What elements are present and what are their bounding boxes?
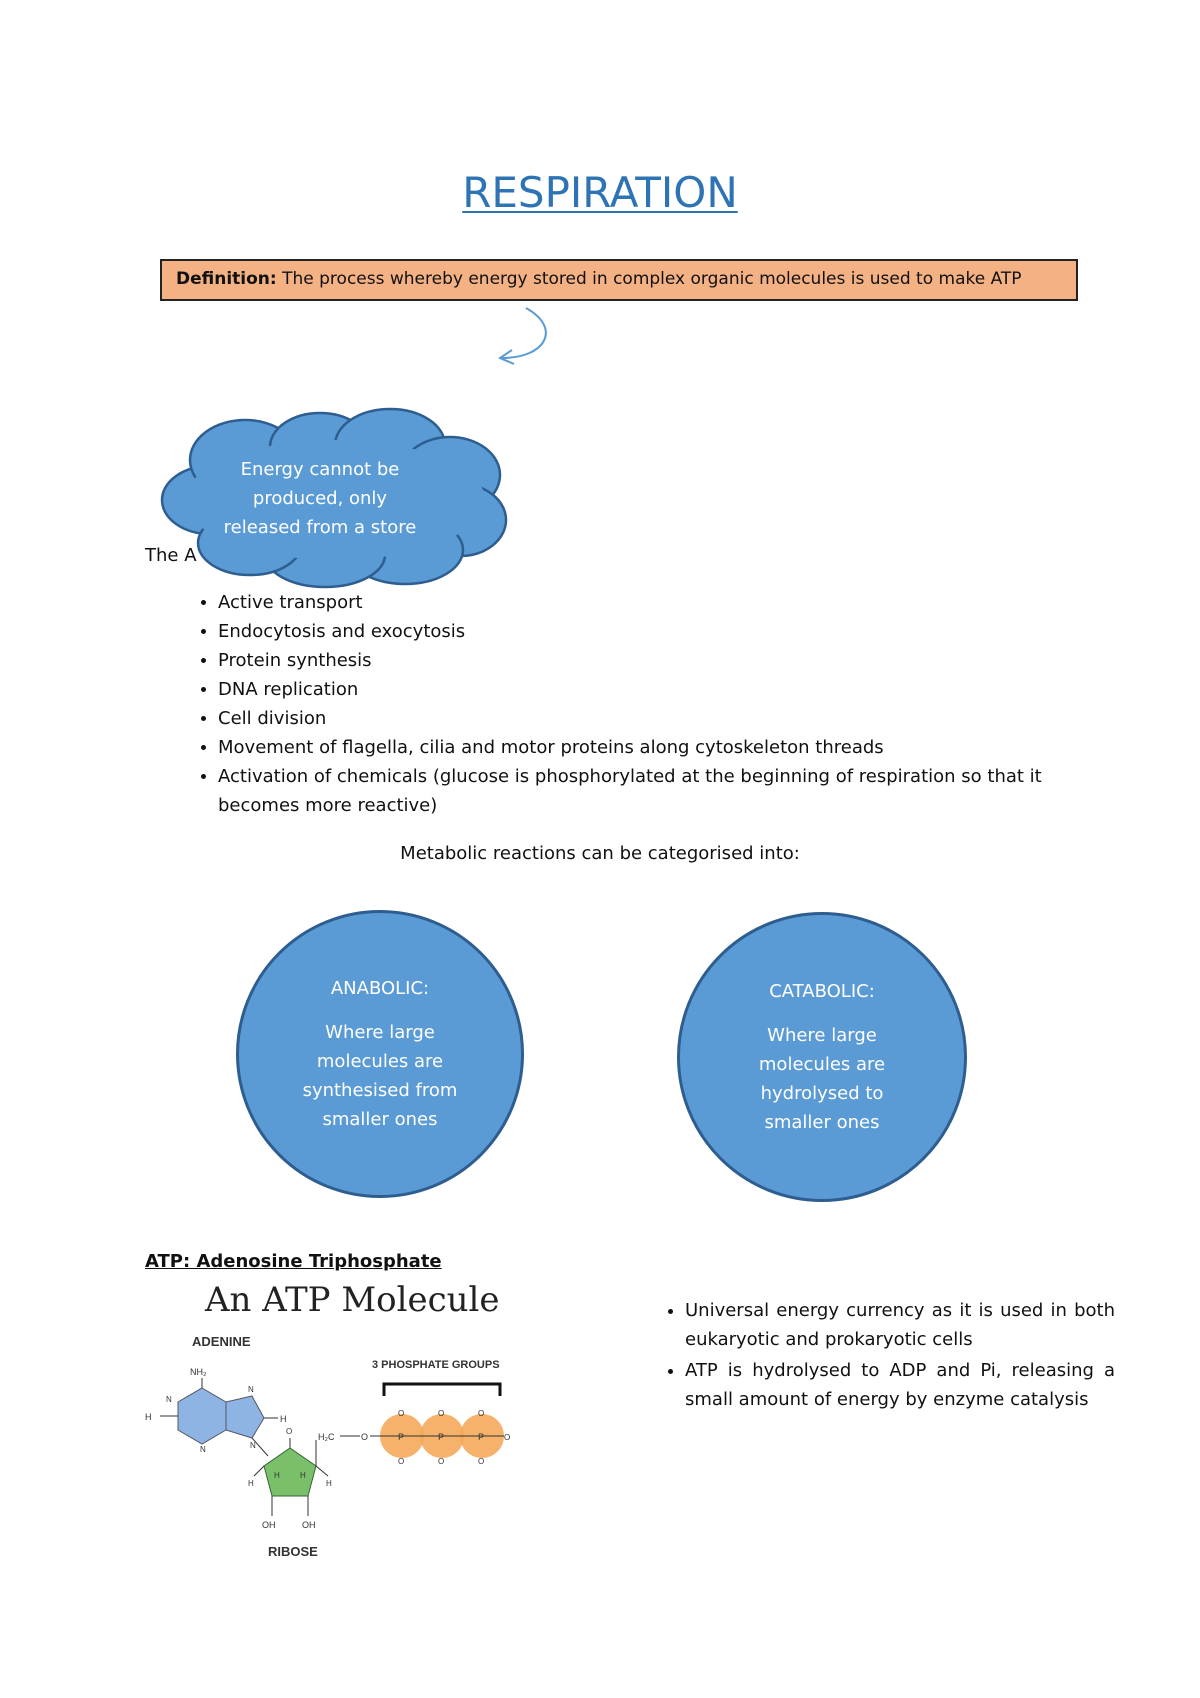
nh2-label: NH₂ xyxy=(190,1367,207,1377)
atp-points-list xyxy=(625,1296,1115,1416)
list-item: • Cell division xyxy=(218,704,1118,733)
adenine-label: ADENINE xyxy=(192,1334,251,1349)
list-item: • Universal energy currency as it is used in both eukaryotic and prokaryotic cells xyxy=(685,1296,1115,1354)
svg-text:O: O xyxy=(361,1432,369,1442)
catabolic-line: molecules are xyxy=(758,1054,886,1075)
oh-label: OH xyxy=(302,1520,316,1530)
anabolic-line: smaller ones xyxy=(322,1109,438,1130)
catabolic-line: smaller ones xyxy=(764,1112,880,1133)
svg-text:N: N xyxy=(200,1445,206,1454)
cloud-text xyxy=(190,455,450,542)
curved-arrow-icon xyxy=(490,300,570,370)
metabolic-intro: Metabolic reactions can be categorised into: xyxy=(400,843,800,864)
svg-text:P: P xyxy=(438,1432,445,1442)
anabolic-circle xyxy=(236,910,524,1198)
cloud-line: produced, only xyxy=(252,488,388,509)
definition-text: The process whereby energy stored in complex organic molecules is used to make ATP xyxy=(276,269,1022,289)
svg-text:O: O xyxy=(478,1409,485,1418)
svg-text:H: H xyxy=(280,1414,287,1424)
h2c-label: H₂C xyxy=(318,1432,335,1442)
anabolic-line: synthesised from xyxy=(302,1080,458,1101)
svg-text:H: H xyxy=(326,1479,332,1488)
svg-text:H: H xyxy=(300,1471,306,1480)
list-item: • DNA replication xyxy=(218,675,1118,704)
svg-text:H: H xyxy=(274,1471,280,1480)
svg-text:O: O xyxy=(438,1457,445,1466)
list-item: • Active transport xyxy=(218,588,1118,617)
definition-label: Definition: xyxy=(176,269,277,289)
svg-text:P: P xyxy=(478,1432,485,1442)
list-item: • ATP is hydrolysed to ADP and Pi, releasing a small amount of energy by enzyme catalysis xyxy=(685,1356,1115,1414)
catabolic-heading: CATABOLIC: xyxy=(769,981,875,1002)
energy-uses-list xyxy=(158,588,1118,820)
figure-title: An ATP Molecule xyxy=(205,1280,500,1320)
ribose-label: RIBOSE xyxy=(268,1544,318,1559)
svg-text:O: O xyxy=(398,1409,405,1418)
phosphate-label: 3 PHOSPHATE GROUPS xyxy=(372,1359,500,1371)
anabolic-heading: ANABOLIC: xyxy=(330,978,430,999)
cloud-line: Energy cannot be xyxy=(240,459,400,480)
page-title: RESPIRATION xyxy=(462,168,738,217)
svg-text:H: H xyxy=(145,1412,152,1422)
list-item: • Movement of flagella, cilia and motor proteins along cytoskeleton threads xyxy=(218,733,1118,762)
atp-heading: ATP: Adenosine Triphosphate xyxy=(145,1251,442,1272)
list-item: • Activation of chemicals (glucose is phosphorylated at the beginning of respiration so that it becomes more reactive) xyxy=(218,762,1118,820)
svg-text:O: O xyxy=(438,1409,445,1418)
list-item: • Endocytosis and exocytosis xyxy=(218,617,1118,646)
list-item: • Protein synthesis xyxy=(218,646,1118,675)
svg-text:N: N xyxy=(166,1395,172,1404)
atp-molecule-diagram xyxy=(140,1320,540,1560)
catabolic-line: Where large xyxy=(767,1025,877,1046)
svg-text:O: O xyxy=(504,1433,511,1442)
anabolic-line: molecules are xyxy=(316,1051,444,1072)
anabolic-line: Where large xyxy=(325,1022,435,1043)
svg-text:N: N xyxy=(248,1385,254,1394)
svg-text:O: O xyxy=(286,1427,293,1436)
svg-text:P: P xyxy=(398,1432,405,1442)
svg-text:H: H xyxy=(248,1479,254,1488)
svg-text:O: O xyxy=(398,1457,405,1466)
catabolic-circle xyxy=(677,912,967,1202)
svg-text:N: N xyxy=(250,1441,256,1450)
partial-text: The A xyxy=(145,545,197,566)
definition-box xyxy=(160,259,1078,301)
catabolic-line: hydrolysed to xyxy=(760,1083,884,1104)
cloud-line: released from a store xyxy=(223,517,417,538)
svg-text:O: O xyxy=(478,1457,485,1466)
oh-label: OH xyxy=(262,1520,276,1530)
